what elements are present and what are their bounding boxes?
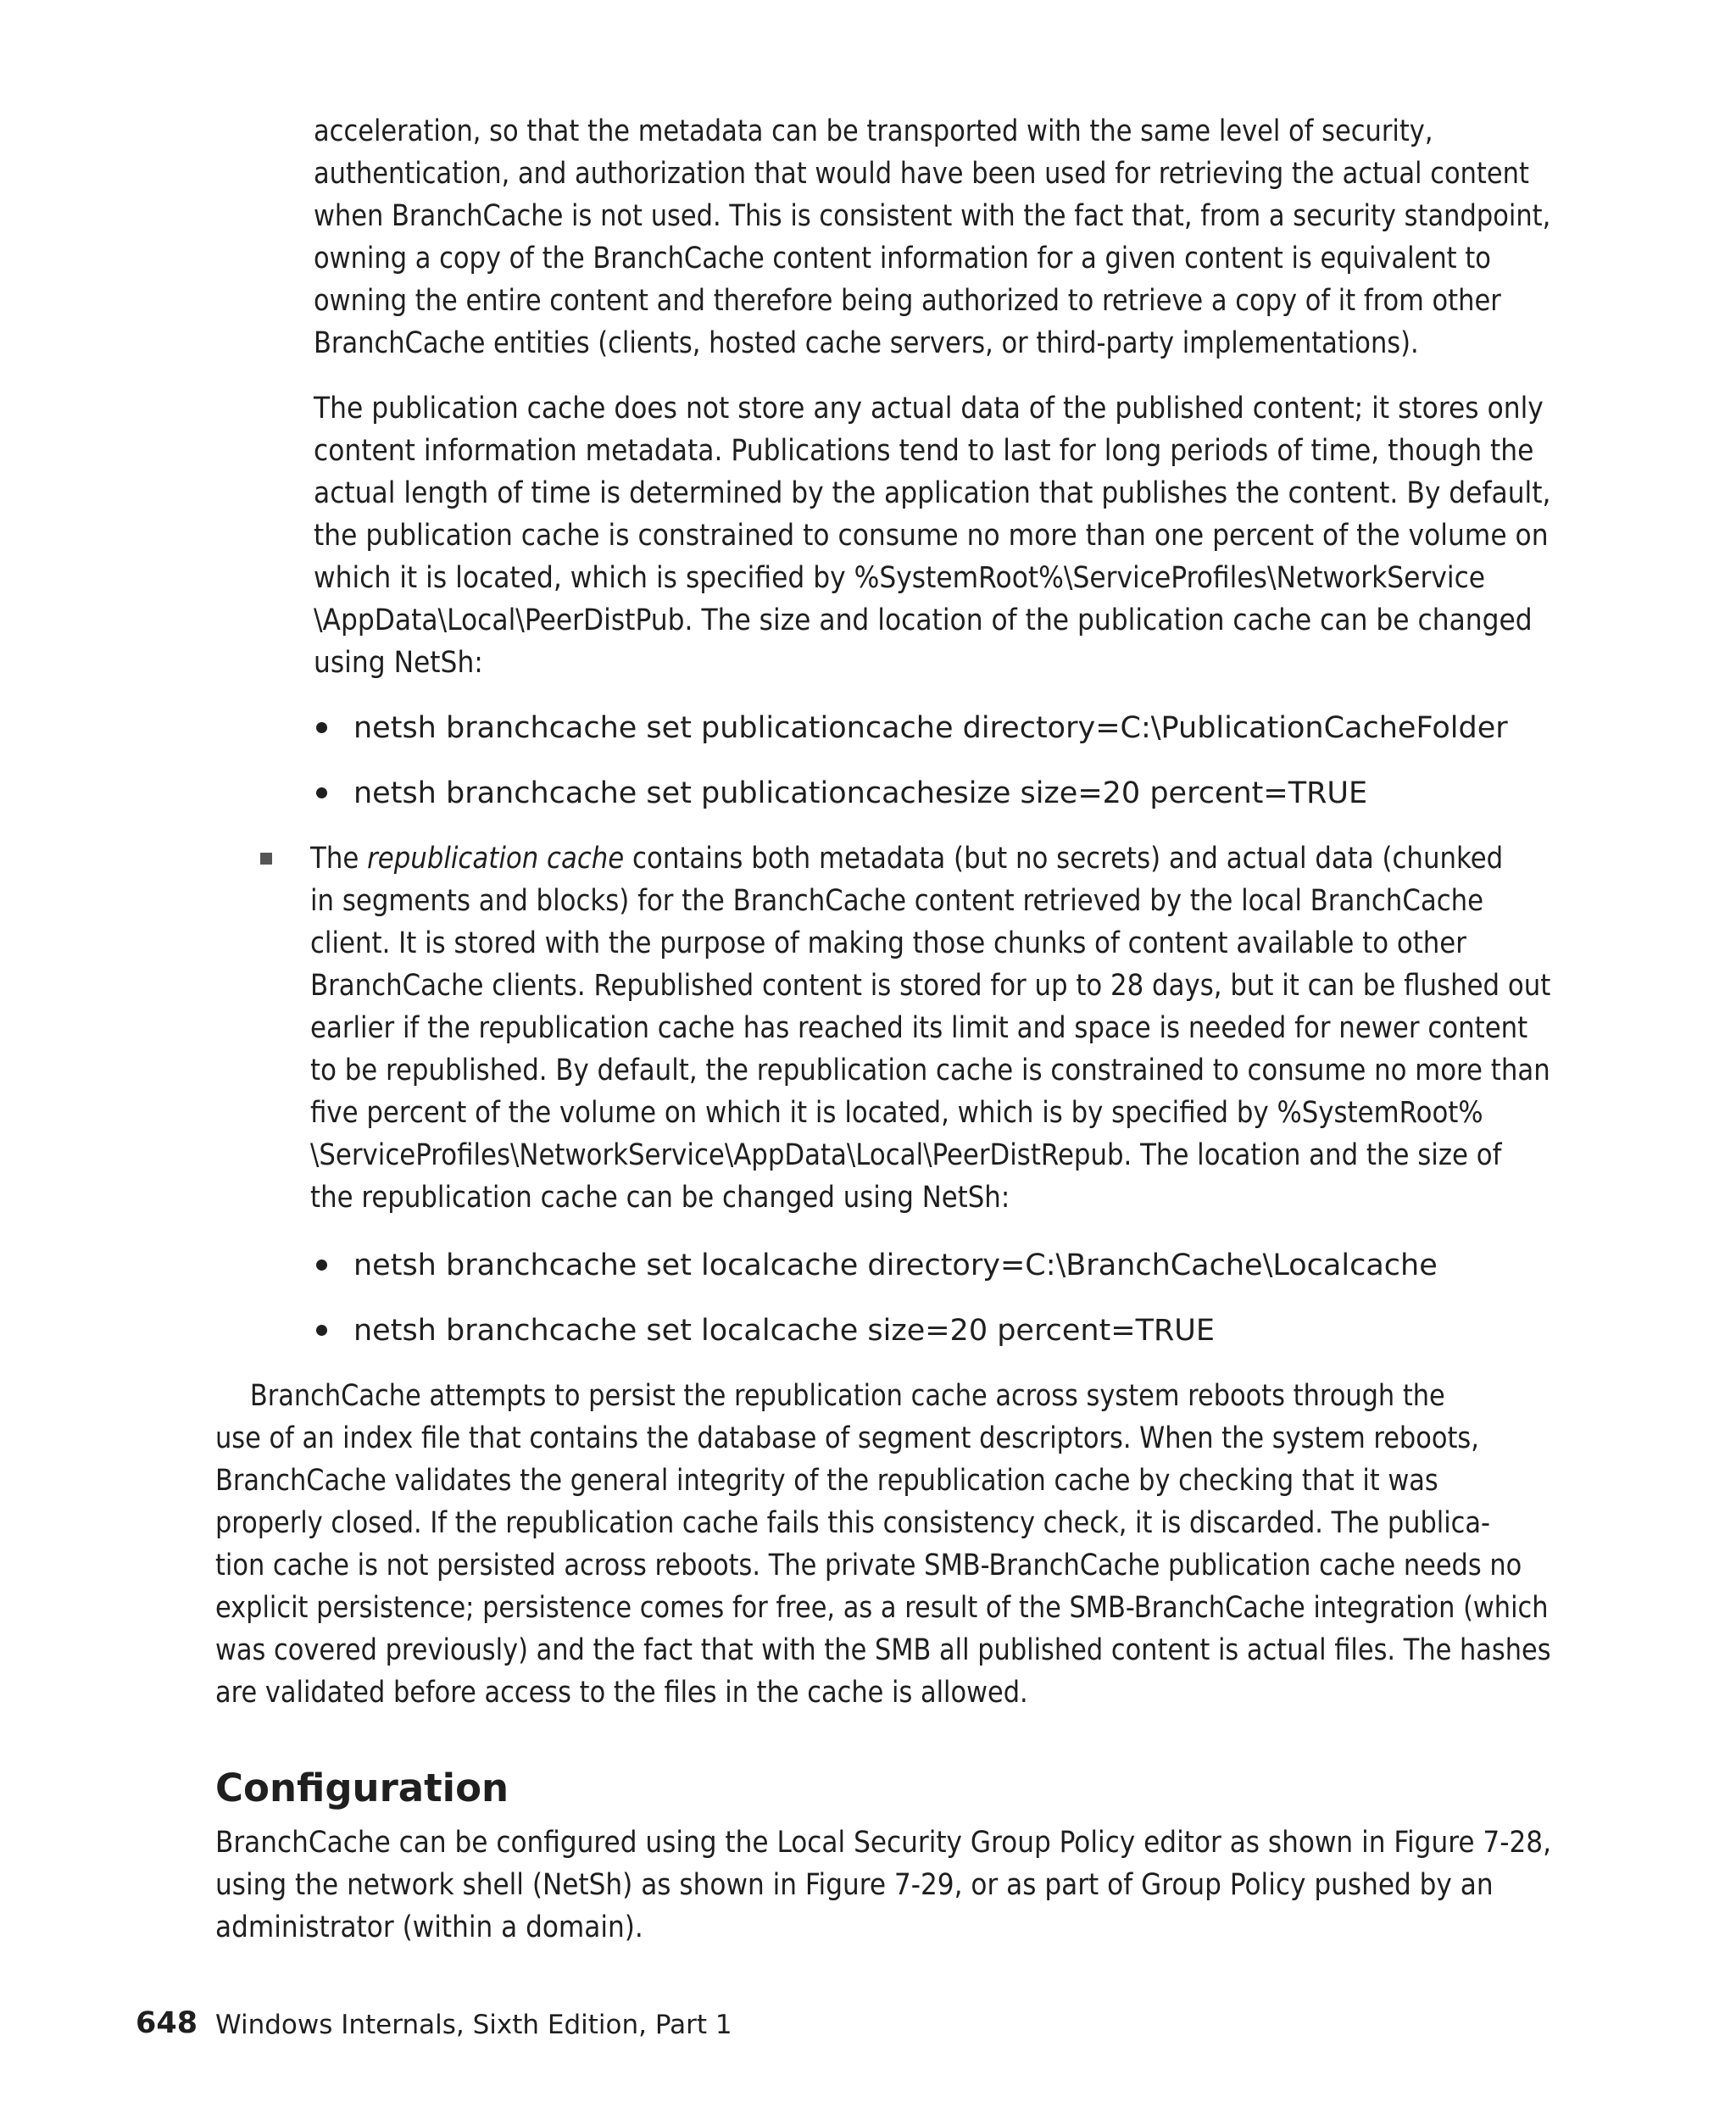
continued-paragraph xyxy=(314,110,1733,364)
text-line: when BranchCache is not used. This is consistent with the fact that, from a security standpoint, xyxy=(314,199,1551,233)
text-line: administrator (within a domain). xyxy=(215,1910,643,1944)
book-title: Windows Internals, Sixth Edition, Part 1 xyxy=(215,2010,732,2040)
round-bullet-icon xyxy=(316,1260,327,1271)
text-line: was covered previously) and the fact that with the SMB all published content is actual files. The hashes xyxy=(215,1633,1551,1667)
text-line: authentication, and authorization that would have been used for retrieving the actual content xyxy=(314,157,1529,191)
text-line: explicit persistence; persistence comes for free, as a result of the SMB-BranchCache integration (which xyxy=(215,1591,1549,1625)
republication-cache-item xyxy=(310,837,1720,1219)
round-bullet-icon xyxy=(316,1325,327,1336)
square-bullet-icon xyxy=(260,853,272,865)
text-fragment: contains both metadata (but no secrets) and actual data (chunked xyxy=(624,842,1504,876)
text-line: \AppData\Local\PeerDistPub. The size and location of the publication cache can be changed xyxy=(314,603,1533,637)
page-number: 648 xyxy=(136,2006,198,2040)
text-line: BranchCache attempts to persist the republication cache across system reboots through the xyxy=(249,1379,1445,1413)
text-line: acceleration, so that the metadata can be transported with the same level of security, xyxy=(314,114,1433,148)
text-line: to be republished. By default, the republication cache is constrained to consume no more than xyxy=(310,1054,1550,1087)
text-line: The publication cache does not store any actual data of the published content; it stores only xyxy=(314,392,1544,425)
text-line: owning the entire content and therefore being authorized to retrieve a copy of it from other xyxy=(314,284,1501,318)
text-line: in segments and blocks) for the BranchCache content retrieved by the local BranchCache xyxy=(310,884,1484,918)
configuration-paragraph xyxy=(215,1821,1717,1949)
text-line: using NetSh: xyxy=(314,646,483,680)
text-line: five percent of the volume on which it is located, which is by specified by %SystemRoot% xyxy=(310,1096,1483,1130)
text-line xyxy=(310,837,1550,880)
text-line: BranchCache can be configured using the Local Security Group Policy editor as shown in Figure 7-28, xyxy=(215,1826,1551,1860)
emphasis-term: republication cache xyxy=(367,842,625,876)
publication-command: netsh branchcache set publicationcachesize size=20 percent=TRUE xyxy=(353,776,1368,810)
text-line: which it is located, which is specified by %SystemRoot%\ServiceProfiles\NetworkService xyxy=(314,561,1486,595)
text-line: \ServiceProfiles\NetworkService\AppData\Local\PeerDistRepub. The location and the size of xyxy=(310,1138,1502,1172)
round-bullet-icon xyxy=(316,787,327,798)
text-line: the republication cache can be changed using NetSh: xyxy=(310,1181,1010,1215)
persistence-paragraph xyxy=(215,1375,1736,1714)
text-line: BranchCache entities (clients, hosted cache servers, or third-party implementations). xyxy=(314,326,1419,360)
text-line: use of an index file that contains the database of segment descriptors. When the system reboots, xyxy=(215,1421,1479,1455)
text-line: the publication cache is constrained to consume no more than one percent of the volume on xyxy=(314,519,1549,553)
text-line: client. It is stored with the purpose of making those chunks of content available to other xyxy=(310,926,1466,960)
text-line: using the network shell (NetSh) as shown in Figure 7-29, or as part of Group Policy pushed by an xyxy=(215,1868,1494,1902)
text-line: actual length of time is determined by the application that publishes the content. By default, xyxy=(314,476,1551,510)
republication-command: netsh branchcache set localcache directory=C:\BranchCache\Localcache xyxy=(353,1249,1438,1282)
text-line: properly closed. If the republication cache fails this consistency check, it is discarded. The publica- xyxy=(215,1506,1491,1540)
section-heading: Configuration xyxy=(215,1766,509,1810)
publication-cache-paragraph xyxy=(314,387,1696,684)
text-fragment: The xyxy=(310,842,368,876)
text-line: are validated before access to the files in the cache is allowed. xyxy=(215,1676,1028,1710)
text-line: owning a copy of the BranchCache content information for a given content is equivalent to xyxy=(314,242,1491,275)
text-line: BranchCache validates the general integrity of the republication cache by checking that it was xyxy=(215,1464,1438,1498)
text-line: content information metadata. Publications tend to last for long periods of time, though the xyxy=(314,434,1534,468)
text-line: earlier if the republication cache has reached its limit and space is needed for newer content xyxy=(310,1011,1528,1045)
publication-command: netsh branchcache set publicationcache directory=C:\PublicationCacheFolder xyxy=(353,711,1508,745)
text-line: BranchCache clients. Republished content is stored for up to 28 days, but it can be flushed out xyxy=(310,969,1551,1003)
round-bullet-icon xyxy=(316,722,327,733)
republication-command: netsh branchcache set localcache size=20 percent=TRUE xyxy=(353,1314,1216,1348)
text-line: tion cache is not persisted across reboots. The private SMB-BranchCache publication cache needs no xyxy=(215,1549,1522,1582)
